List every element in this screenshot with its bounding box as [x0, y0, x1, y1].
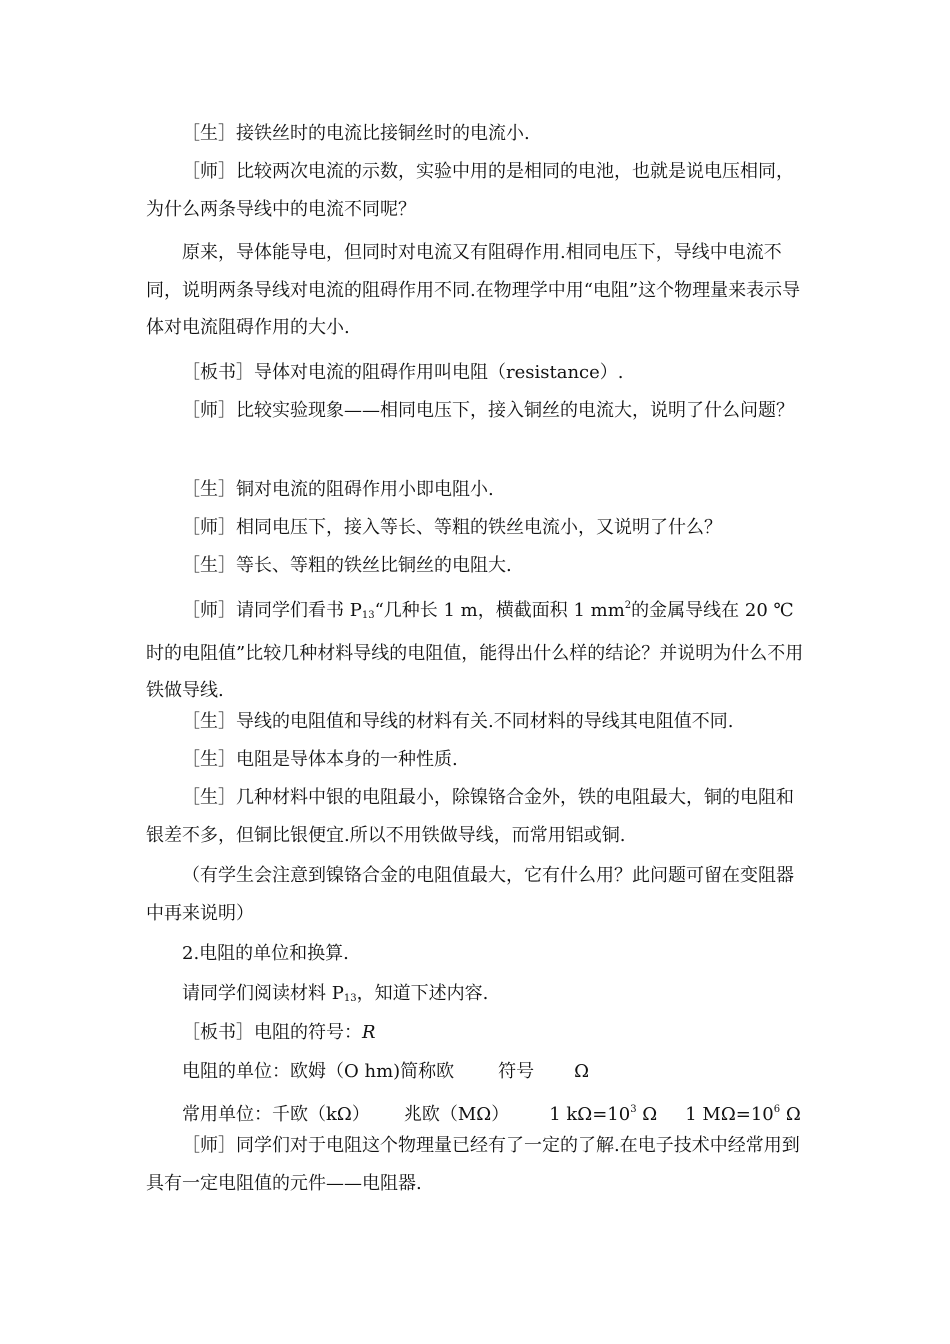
text-segment: ［板书］电阻的符号：: [182, 1022, 362, 1043]
text-segment: ，知道下述内容.: [356, 983, 489, 1004]
paragraph-teacher-resistor: ［师］同学们对于电阻这个物理量已经有了一定的了解.在电子技术中经常用到具有一定电阻值的元件——电阻器.: [146, 1135, 800, 1194]
paragraph-board-symbol: [182, 1014, 376, 1052]
paragraph-student-iron: ［生］等长、等粗的铁丝比铜丝的电阻大.: [182, 555, 512, 576]
paragraph-student-material: ［生］导线的电阻值和导线的材料有关.不同材料的导线其电阻值不同.: [182, 711, 734, 732]
paragraph-teacher-book: [146, 587, 806, 710]
paragraph-explanation: 原来，导体能导电，但同时对电流又有阻碍作用.相同电压下，导线中电流不同，说明两条导线对电流的阻碍作用不同.在物理学中用“电阻”这个物理量来表示导体对电流阻碍作用的大小.: [146, 242, 801, 338]
text-segment: 电阻的单位：欧姆（O hm)简称欧: [182, 1061, 455, 1082]
paragraph-teacher-iron: ［师］相同电压下，接入等长、等粗的铁丝电流小，又说明了什么？: [182, 517, 722, 538]
section-heading-units: 2.电阻的单位和换算.: [182, 943, 349, 964]
text-segment: Ω: [636, 1104, 658, 1125]
text-segment: 1 kΩ=10: [549, 1104, 631, 1125]
paragraph-student-property: ［生］电阻是导体本身的一种性质.: [182, 749, 458, 770]
text-segment: 常用单位：千欧（kΩ）: [182, 1104, 370, 1125]
paragraph-read-material: [182, 975, 488, 1018]
text-segment: 的金属导线在 20 ℃时的电阻值”比较几种材料导线的电阻值，能得出什么样的结论？并说明为什么不用铁做导线.: [146, 600, 804, 701]
superscript: 2: [624, 600, 632, 611]
resistance-symbol: R: [362, 1022, 376, 1043]
paragraph-teacher-compare: ［师］比较实验现象——相同电压下，接入铜丝的电流大，说明了什么问题？: [182, 400, 794, 421]
text-segment: 1 MΩ=10: [685, 1104, 774, 1125]
superscript: 3: [630, 1104, 637, 1115]
paragraph-teacher-question: ［师］比较两次电流的示数，实验中用的是相同的电池，也就是说电压相同，为什么两条导线中的电流不同呢？: [146, 161, 794, 220]
text-segment: 符号: [498, 1061, 535, 1082]
text-segment: ［师］请同学们看书 P: [182, 600, 362, 621]
paragraph-student-comparison: ［生］几种材料中银的电阻最小，除镍铬合金外，铁的电阻最大，铜的电阻和银差不多，但铜比银便宜.所以不用铁做导线，而常用铝或铜.: [146, 787, 794, 846]
subscript: 13: [361, 610, 375, 621]
text-segment: 兆欧（MΩ）: [403, 1104, 510, 1125]
paragraph-note: （有学生会注意到镍铬合金的电阻值最大，它有什么用？此问题可留在变阻器中再来说明）: [146, 865, 794, 924]
text-segment: “几种长 1 m，横截面积 1 mm: [374, 600, 625, 621]
text-segment: Ω: [780, 1104, 801, 1125]
paragraph-student-copper: ［生］铜对电流的阻碍作用小即电阻小.: [182, 479, 494, 500]
superscript: 6: [773, 1104, 781, 1115]
subscript: 13: [343, 993, 357, 1004]
text-segment: 请同学们阅读材料 P: [182, 983, 344, 1004]
text-segment: Ω: [574, 1061, 590, 1082]
paragraph-unit-definition: [182, 1053, 589, 1091]
paragraph-student-observation: ［生］接铁丝时的电流比接铜丝时的电流小.: [182, 123, 530, 144]
paragraph-board-definition: ［板书］导体对电流的阻碍作用叫电阻（resistance）.: [182, 362, 624, 383]
